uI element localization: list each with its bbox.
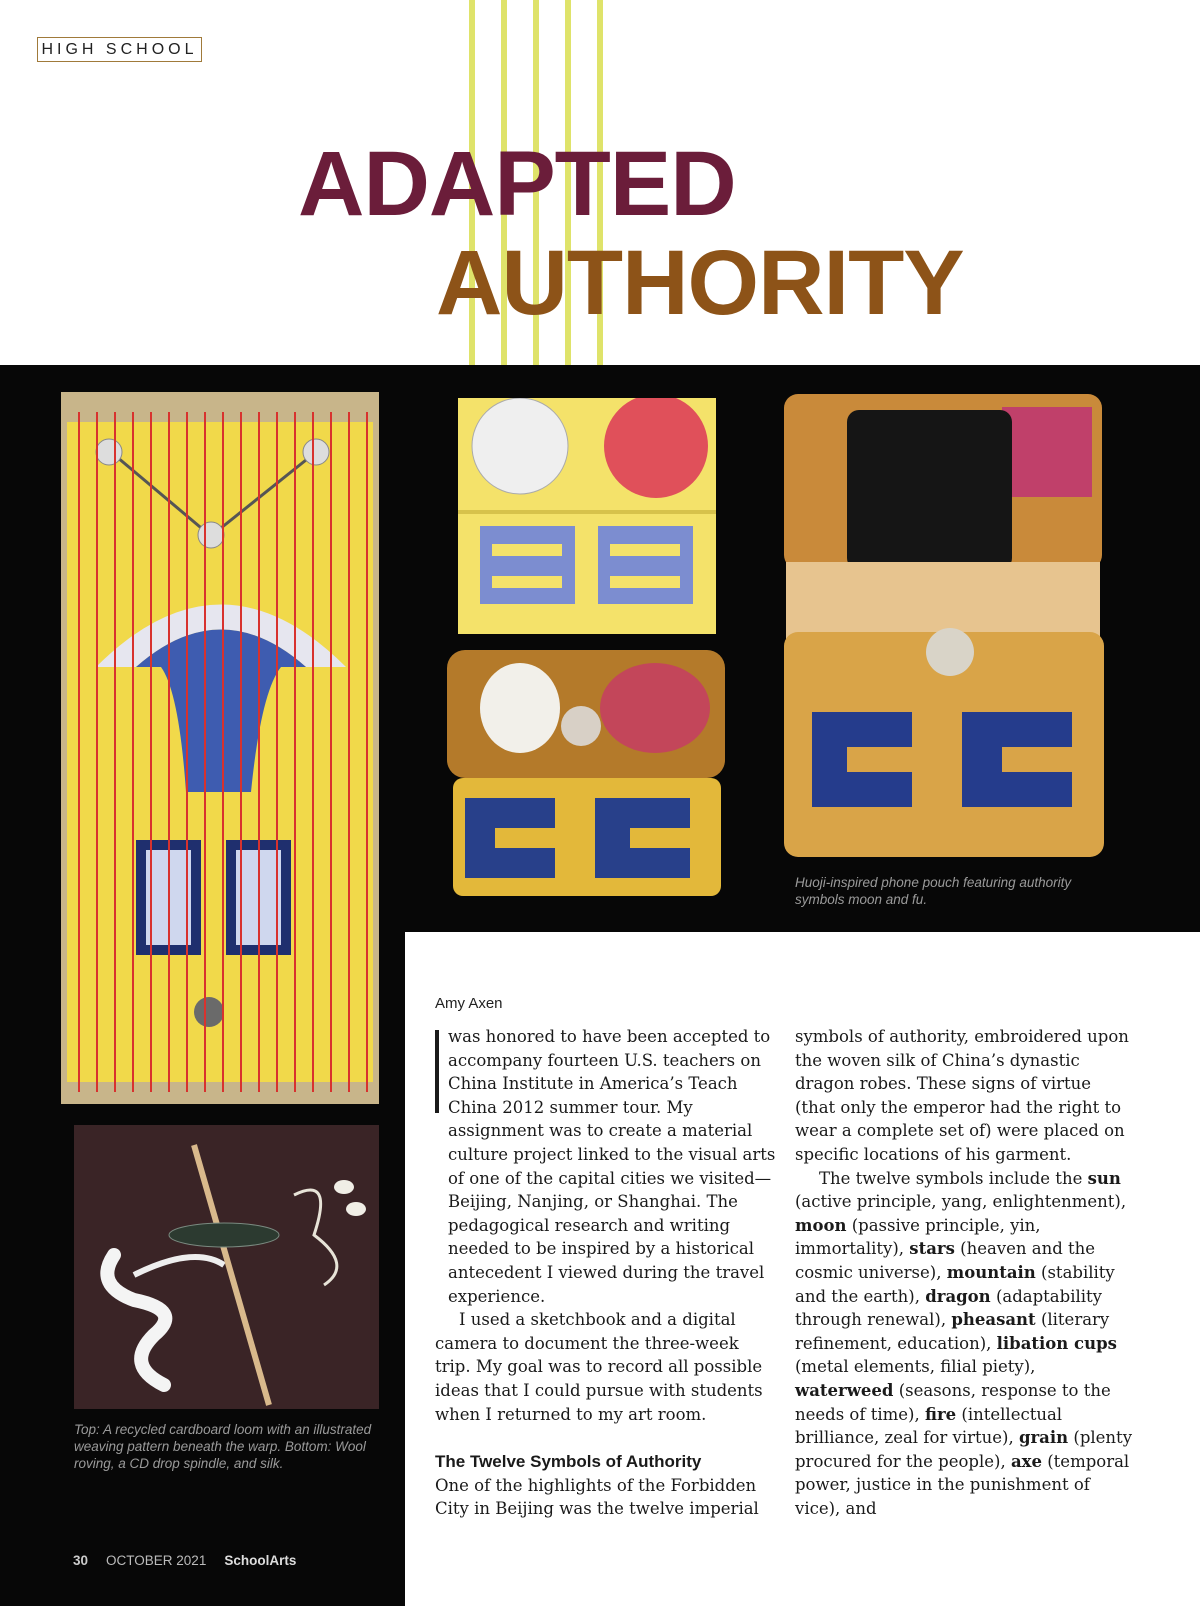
folio (73, 1553, 296, 1568)
symbol-term: mountain (946, 1262, 1036, 1282)
symbol-desc: (temporal power, justice in the punishment of vice), and (795, 1451, 1130, 1518)
cardboard-loom-image (61, 392, 379, 1104)
symbol-desc: (seasons, response to the needs of time), (795, 1380, 1111, 1424)
phone-pouch-image (782, 392, 1104, 862)
symbol-desc: (stability and the earth), (795, 1262, 1115, 1306)
article-column-1 (435, 1025, 776, 1521)
symbol-desc: (literary refinement, education), (795, 1310, 1110, 1353)
symbol-desc: (active principle, yang, enlightenment), (795, 1192, 1127, 1212)
caption-loom-spindle: Top: A recycled cardboard loom with an illustrated weaving pattern beneath the warp. Bottom: Wool roving, a CD drop spindle, and silk. (74, 1422, 372, 1471)
symbol-term: pheasant (951, 1310, 1036, 1330)
symbol-term: grain (1018, 1428, 1069, 1448)
page-number: 30 (73, 1553, 89, 1568)
drop-spindle-image (74, 1125, 379, 1409)
title-line-authority: AUTHORITY (436, 232, 964, 334)
symbol-desc: (passive principle, yin, immortality), (795, 1215, 1041, 1259)
symbol-desc: (metal elements, filial piety), (795, 1357, 1036, 1377)
sketch-image (458, 398, 716, 634)
symbol-term: stars (909, 1239, 955, 1259)
paragraph: One of the highlights of the Forbidden City in Beijing was the twelve imperial (435, 1475, 759, 1519)
intro-text: The twelve symbols include the (819, 1168, 1083, 1188)
symbol-term: libation cups (996, 1333, 1117, 1353)
symbol-term: fire (924, 1404, 957, 1424)
section-tag: HIGH SCHOOL (37, 37, 202, 62)
symbol-term: axe (1010, 1451, 1042, 1471)
caption-phone-pouch: Huoji-inspired phone pouch featuring authority symbols moon and fu. (795, 875, 1072, 907)
symbol-desc: (intellectual brilliance, zeal for virtue), (795, 1404, 1063, 1448)
symbol-term: waterweed (795, 1380, 894, 1400)
symbol-desc: (plenty procured for the people), (795, 1428, 1133, 1471)
title-line-adapted: ADAPTED (298, 133, 736, 235)
article-column-2 (795, 1025, 1133, 1520)
paragraph: symbols of authority, embroidered upon the woven silk of China’s dynastic dragon robes. These signs of virtue (that only the emperor had the right to wear a complete set of) were placed on specific locations of his garment. (795, 1027, 1129, 1164)
symbol-term: sun (1087, 1168, 1121, 1188)
subhead: The Twelve Symbols of Authority (435, 1452, 702, 1472)
symbol-desc: (heaven and the cosmic universe), (795, 1239, 1096, 1282)
symbol-term: moon (795, 1215, 847, 1235)
byline: Amy Axen (435, 995, 503, 1012)
symbols-paragraph (795, 1167, 1133, 1521)
issue-date: OCTOBER 2021 (106, 1553, 207, 1568)
small-pouch-image (445, 648, 727, 906)
paragraph: I used a sketchbook and a digital camera to document the three-week trip. My goal was to record all possible ideas that I could pursue with students when I returned to my art room. (435, 1310, 763, 1424)
symbol-desc: (adaptability through renewal), (795, 1286, 1102, 1330)
paragraph: was honored to have been accepted to accompany fourteen U.S. teachers on China Institute in America’s Teach China 2012 summer tour. My assignment was to create a material culture project linked to the visual arts of one of the capital cities we visited—Beijing, Nanjing, or Shanghai. The pedagogical research and writing needed to be inspired by a historical antecedent I viewed during the travel experience. (448, 1027, 776, 1306)
symbol-term: dragon (925, 1286, 991, 1306)
magazine-name: SchoolArts (224, 1553, 297, 1568)
